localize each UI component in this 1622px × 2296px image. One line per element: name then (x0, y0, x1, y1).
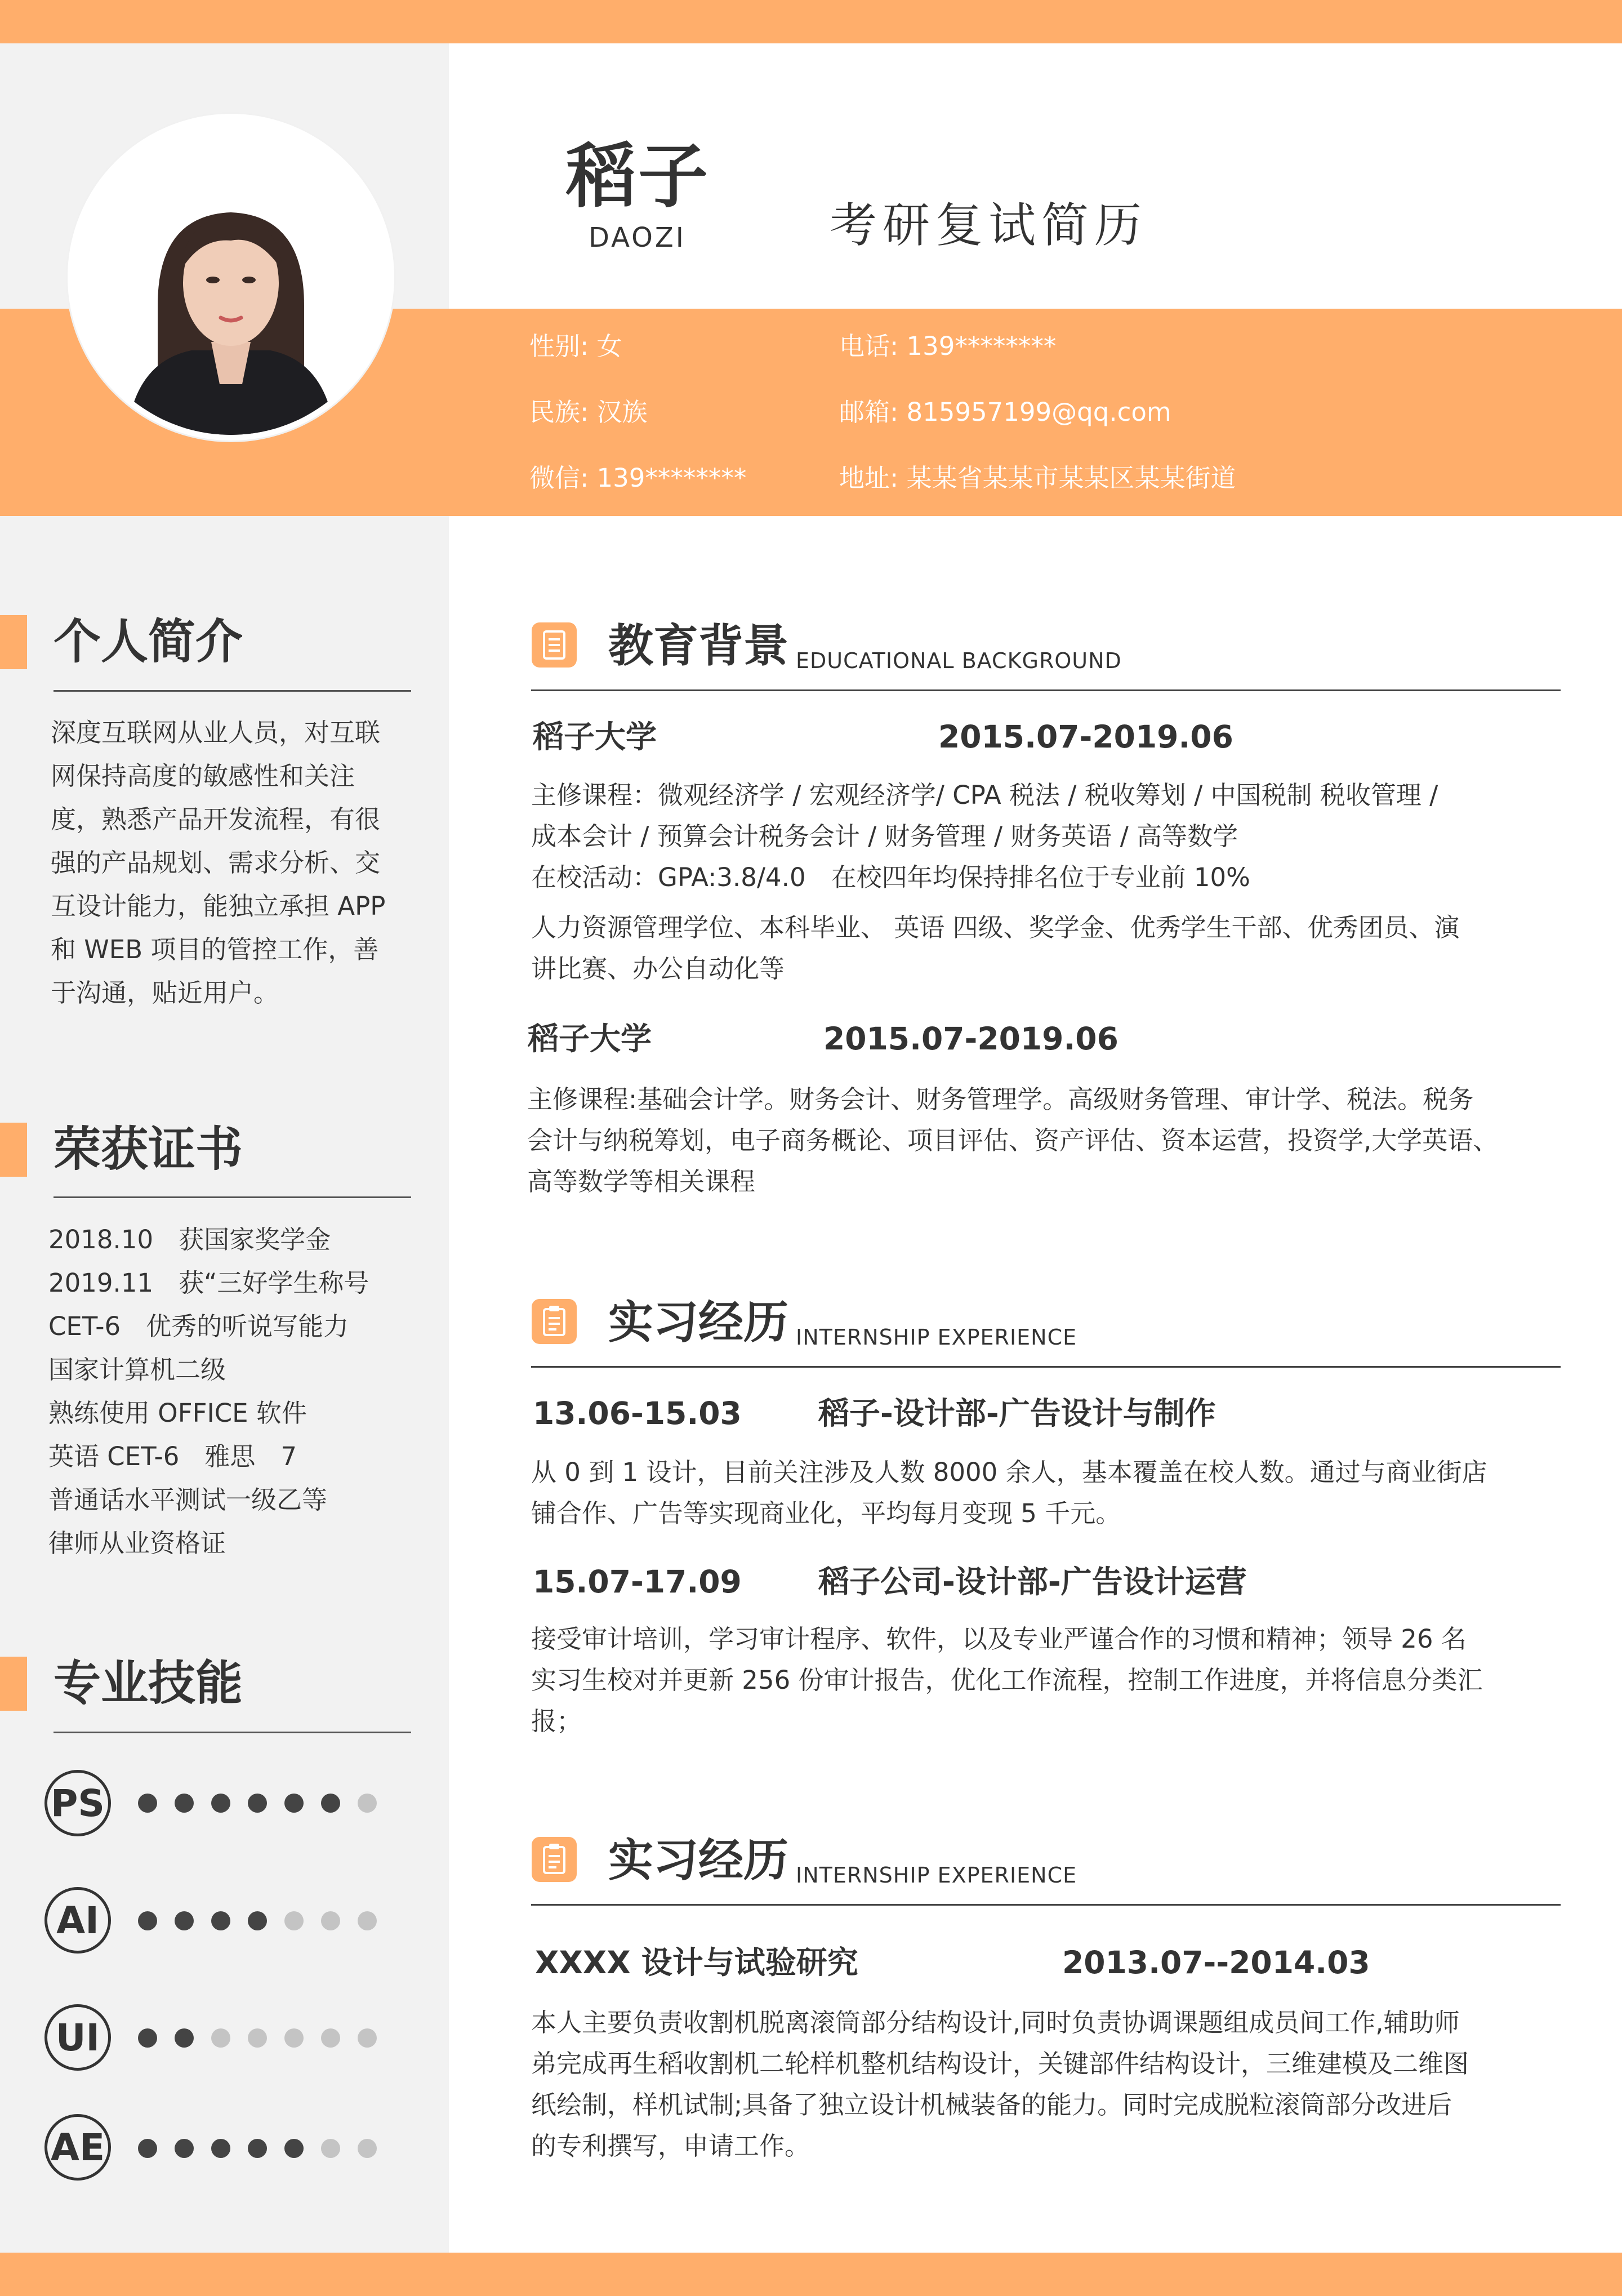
profile-divider (54, 690, 411, 692)
internship-title: 实习经历 (608, 1296, 788, 1349)
skill-dot-empty (321, 2028, 340, 2048)
skill-dot-empty (284, 1911, 304, 1930)
education-line: 高等数学等相关课程 (527, 1167, 756, 1196)
education-line: 会计与纳税筹划，电子商务概论、项目评估、资产评估、资本运营，投资学,大学英语、 (527, 1125, 1499, 1155)
skill-badge-ai: AI (44, 1887, 111, 1954)
skill-dot-filled (175, 2139, 194, 2158)
internship-period: 15.07-17.09 (533, 1564, 742, 1600)
profile-line: 深度互联网从业人员，对互联 (51, 718, 381, 747)
education-period: 2015.07-2019.06 (938, 719, 1233, 755)
internship-line: 接受审计培训，学习审计程序、软件，以及专业严谨合作的习惯和精神；领导 26 名 (531, 1624, 1467, 1654)
profile-line: 于沟通，贴近用户。 (51, 978, 279, 1008)
certificate-item: 律师从业资格证 (48, 1528, 226, 1558)
skill-dot-empty (284, 2028, 304, 2048)
certificate-item: 国家计算机二级 (48, 1355, 226, 1385)
education-line: 主修课程：微观经济学 / 宏观经济学/ CPA 税法 / 税收筹划 / 中国税制 税收管理 / (531, 780, 1438, 810)
project-description (531, 2002, 1562, 2166)
skill-dot-filled (284, 2139, 304, 2158)
skill-dot-empty (358, 2028, 377, 2048)
skill-dot-filled (248, 2139, 267, 2158)
skill-dot-filled (138, 2028, 157, 2048)
project-role: XXXX 设计与试验研究 (535, 1945, 858, 1981)
skills-section-marker (0, 1657, 27, 1711)
internship-clipboard-icon (532, 1299, 577, 1344)
internship-role: 稻子公司-设计部-广告设计运营 (818, 1564, 1247, 1600)
certificate-item: CET-6 优秀的听说写能力 (48, 1311, 349, 1341)
project-line: 弟完成再生稻收割机二轮样机整机结构设计，关键部件结构设计，三维建模及二维图 (531, 2049, 1469, 2079)
skill-dot-empty (358, 2139, 377, 2158)
education-details (527, 1079, 1558, 1202)
project-line: 的专利撰写，申请工作。 (531, 2131, 810, 2161)
certificate-item: 2019.11 获“三好学生称号 (48, 1268, 369, 1298)
education-details (531, 775, 1562, 898)
education-title: 教育背景 (608, 620, 788, 672)
internship-description (531, 1452, 1562, 1534)
skill-dot-empty (248, 2028, 267, 2048)
candidate-name: 稻子 (566, 136, 711, 217)
education-line: 人力资源管理学位、本科毕业、 英语 四级、奖学金、优秀学生干部、优秀团员、演 (531, 913, 1460, 942)
profile-line: 度，熟悉产品开发流程，有很 (51, 804, 381, 834)
education-period: 2015.07-2019.06 (823, 1021, 1119, 1057)
skill-dot-empty (358, 1794, 377, 1813)
skill-rating-ps (138, 1792, 394, 1814)
education-achievements (531, 907, 1562, 989)
skill-dot-filled (321, 1794, 340, 1813)
education-divider (531, 689, 1561, 691)
certificate-item: 熟练使用 OFFICE 软件 (48, 1398, 307, 1428)
skill-badge-ae: AE (44, 2114, 111, 2181)
education-subtitle: EDUCATIONAL BACKGROUND (796, 648, 1122, 673)
skill-rating-ae (138, 2137, 394, 2160)
skill-dot-filled (175, 2028, 194, 2048)
skill-dot-filled (138, 1911, 157, 1930)
certificates-title: 荣获证书 (54, 1122, 243, 1177)
internship-subtitle: INTERNSHIP EXPERIENCE (796, 1325, 1077, 1350)
profile-line: 强的产品规划、需求分析、交 (51, 848, 381, 878)
skill-dot-filled (211, 2139, 230, 2158)
email-info: 邮箱: 815957199@qq.com (839, 397, 1171, 427)
certificates-divider (54, 1196, 411, 1198)
internship-subtitle: INTERNSHIP EXPERIENCE (796, 1863, 1077, 1888)
internship-role: 稻子-设计部-广告设计与制作 (818, 1395, 1216, 1431)
profile-line: 和 WEB 项目的管控工作，善 (51, 935, 379, 964)
top-accent-bar (0, 0, 1622, 43)
skill-dot-filled (284, 1794, 304, 1813)
internship-description (531, 1618, 1562, 1742)
ethnicity-info: 民族: 汉族 (529, 397, 648, 427)
skills-divider (54, 1732, 411, 1733)
education-line: 成本会计 / 预算会计税务会计 / 财务管理 / 财务英语 / 高等数学 (531, 821, 1238, 851)
skill-dot-filled (248, 1794, 267, 1813)
skills-title: 专业技能 (54, 1656, 243, 1711)
profile-line: 网保持高度的敏感性和关注 (51, 761, 355, 791)
project-line: 本人主要负责收割机脱离滚筒部分结构设计,同时负责协调课题组成员间工作,辅助师 (531, 2008, 1460, 2037)
wechat-info: 微信: 139******** (529, 463, 747, 493)
certificates-section-marker (0, 1123, 27, 1177)
skill-badge-ps: PS (44, 1770, 111, 1836)
certificate-item: 2018.10 获国家奖学金 (48, 1225, 331, 1254)
skill-dot-empty (321, 1911, 340, 1930)
certificate-item: 英语 CET-6 雅思 7 (48, 1441, 297, 1471)
education-line: 在校活动：GPA:3.8/4.0 在校四年均保持排名位于专业前 10% (531, 862, 1250, 892)
internship-period: 13.06-15.03 (533, 1395, 742, 1431)
skill-dot-empty (321, 2139, 340, 2158)
skill-dot-filled (138, 1794, 157, 1813)
skill-rating-ui (138, 2027, 394, 2049)
skill-dot-filled (248, 1911, 267, 1930)
internship-line: 实习生校对并更新 256 份审计报告，优化工作流程，控制工作进度，并将信息分类汇 (531, 1665, 1483, 1695)
bottom-accent-bar (0, 2253, 1622, 2296)
education-document-icon (532, 622, 577, 668)
education-school: 稻子大学 (533, 719, 657, 755)
internship-divider (531, 1366, 1561, 1368)
profile-title: 个人简介 (54, 614, 243, 669)
certificates-list (48, 1218, 369, 1565)
address-info: 地址: 某某省某某市某某区某某街道 (839, 463, 1236, 493)
internship-divider (531, 1904, 1561, 1906)
profile-section-marker (0, 615, 27, 669)
skill-dot-filled (175, 1911, 194, 1930)
skill-dot-filled (211, 1911, 230, 1930)
profile-text (51, 711, 411, 1014)
education-line: 主修课程:基础会计学。财务会计、财务管理学。高级财务管理、审计学、税法。税务 (527, 1084, 1474, 1114)
project-period: 2013.07--2014.03 (1062, 1945, 1370, 1981)
skill-rating-ai (138, 1910, 394, 1932)
portrait-photo (73, 119, 389, 435)
certificate-item: 普通话水平测试一级乙等 (48, 1485, 328, 1515)
profile-line: 互设计能力，能独立承担 APP (51, 891, 386, 921)
skill-dot-filled (138, 2139, 157, 2158)
avatar (68, 114, 394, 440)
internship-line: 铺合作、广告等实现商业化，平均每月变现 5 千元。 (531, 1498, 1121, 1528)
internship-line: 报； (531, 1706, 582, 1736)
project-line: 纸绘制，样机试制;具备了独立设计机械装备的能力。同时完成脱粒滚筒部分改进后 (531, 2090, 1452, 2120)
skill-badge-ui: UI (44, 2004, 111, 2071)
internship-title: 实习经历 (608, 1834, 788, 1886)
skill-dot-filled (175, 1794, 194, 1813)
education-line: 讲比赛、办公自动化等 (531, 954, 785, 984)
gender-info: 性别: 女 (529, 331, 622, 361)
internship-clipboard-icon (532, 1837, 577, 1882)
internship-line: 从 0 到 1 设计，目前关注涉及人数 8000 余人，基本覆盖在校人数。通过与商业街店 (531, 1457, 1487, 1487)
skill-dot-empty (211, 2028, 230, 2048)
skill-dot-empty (358, 1911, 377, 1930)
candidate-name-english: DAOZI (589, 222, 686, 253)
skill-dot-filled (211, 1794, 230, 1813)
phone-info: 电话: 139******** (839, 331, 1057, 361)
document-title: 考研复试简历 (830, 198, 1148, 253)
education-school: 稻子大学 (528, 1021, 652, 1057)
